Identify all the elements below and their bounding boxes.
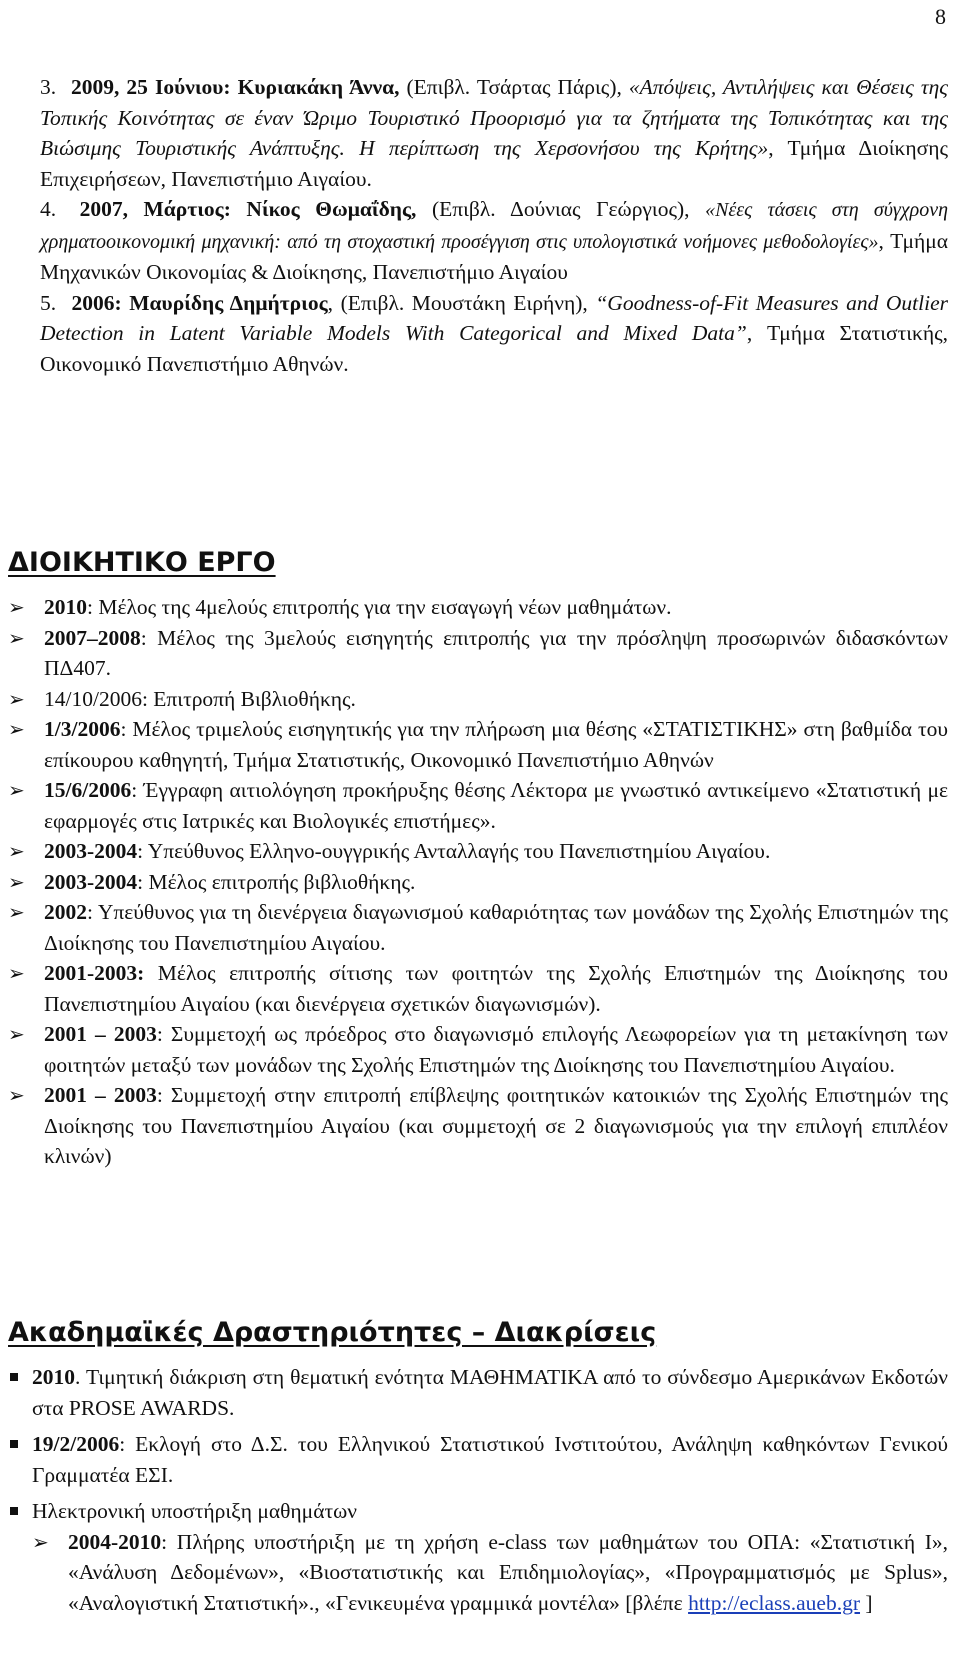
thesis-item <box>40 288 948 380</box>
thesis-student: 2009, 25 Ιούνιου: Κυριακάκη Άννα, <box>71 75 400 99</box>
arrow-bullet-icon: ➢ <box>8 900 25 924</box>
item-text: : Πλήρης υποστήριξη με τη χρήση e-class των μαθημάτων του ΟΠΑ: «Στατιστική Ι», «Ανάλυση Δεδομένων», «Βιοστατιστικής και Επιδημιολογίας», «Προγραμματισμός με Splus», «Αναλογιστική Στατιστική»., «Γενικευμένα γραμμικά μοντέλα» [βλέπε <box>68 1529 948 1615</box>
sub-list <box>32 1527 948 1619</box>
item-date: 1/3/2006 <box>44 717 121 741</box>
item-text: : Μέλος της 4μελούς επιτροπής για την εισαγωγή νέων μαθημάτων. <box>87 595 672 619</box>
item-text: : Μέλος της 3μελούς εισηγητής επιτροπής για την πρόσληψη προσωρινών διδασκόντων ΠΔ407. <box>44 625 948 680</box>
item-date: 15/6/2006 <box>44 778 132 802</box>
thesis-list <box>40 72 948 379</box>
thesis-item <box>40 72 948 194</box>
thesis-title: «Νέες τάσεις στη σύγχρονη χρηματοοικονομική μηχανική: από τη στοχαστική προσέγγιση στις υπολογιστικά νοήμονες μεθοδολογίες» <box>40 199 948 253</box>
arrow-bullet-icon: ➢ <box>8 1022 25 1046</box>
arrow-bullet-icon: ➢ <box>8 869 25 894</box>
arrow-bullet-icon: ➢ <box>8 686 25 711</box>
item-text: : Συμμετοχή στην επιτροπή επίβλεψης φοιτητικών κατοικιών της Σχολής Επιστημών της Διοίκησης του Πανεπιστημίου Αιγαίου (και συμμετοχή σε 2 διαγωνισμούς για την επιλογή επιπλέον κλινών) <box>44 1083 949 1168</box>
academic-list <box>8 1362 948 1624</box>
admin-heading: ΔΙΟΙΚΗΤΙΚΟ ΕΡΓΟ <box>8 547 276 578</box>
item-date: 2004-2010 <box>68 1529 162 1554</box>
item-text: 14/10/2006: Επιτροπή Βιβλιοθήκης. <box>44 686 356 711</box>
thesis-item <box>40 194 948 288</box>
square-bullet-icon <box>10 1440 18 1448</box>
square-bullet-icon <box>10 1507 18 1515</box>
thesis-number: 3. <box>40 75 57 99</box>
item-text: Μέλος επιτροπής σίτισης των φοιτητών της Σχολής Επιστημών της Διοίκησης του Πανεπιστημίου Αιγαίου (και διενέργεια σχετικών διαγωνισμών). <box>44 961 948 1016</box>
list-item <box>8 836 948 867</box>
arrow-bullet-icon: ➢ <box>8 625 25 650</box>
list-item <box>8 1019 948 1080</box>
thesis-department: , Τμήμα Μηχανικών Οικονομίας & Διοίκησης, Πανεπιστήμιο Αιγαίου <box>40 228 949 284</box>
list-item <box>32 1527 948 1619</box>
thesis-department: , Τμήμα Στατιστικής, Οικονομικό Πανεπιστήμιο Αθηνών. <box>40 321 948 376</box>
list-item <box>8 592 948 623</box>
list-item <box>8 867 948 898</box>
list-item <box>8 623 948 684</box>
page-number: 8 <box>935 4 946 29</box>
list-item <box>8 684 948 715</box>
list-item <box>8 1080 948 1172</box>
square-bullet-icon <box>10 1373 18 1381</box>
arrow-bullet-icon: ➢ <box>32 1529 49 1554</box>
list-item <box>8 714 948 775</box>
arrow-bullet-icon: ➢ <box>8 717 25 741</box>
academic-heading: Ακαδημαϊκές Δραστηριότητες – Διακρίσεις <box>8 1317 657 1348</box>
list-item <box>8 1496 948 1618</box>
list-item <box>8 1362 948 1423</box>
thesis-student: 2006: Μαυρίδης Δημήτριος <box>71 290 328 315</box>
arrow-bullet-icon: ➢ <box>8 1083 25 1107</box>
thesis-number: 5. <box>40 290 57 315</box>
thesis-advisor: (Επιβλ. Τσάρτας Πάρις), <box>399 75 629 99</box>
admin-list <box>8 592 948 1172</box>
item-text: . Τιμητική διάκριση στη θεματική ενότητα ΜΑΘΗΜΑΤΙΚΑ από το σύνδεσμο Αμερικάνων Εκδοτών στα PROSE AWARDS. <box>32 1365 948 1420</box>
list-item <box>8 897 948 958</box>
item-date: 19/2/2006 <box>32 1432 120 1456</box>
item-text: : Έγγραφη αιτιολόγηση προκήρυξης θέσης Λέκτορα με γνωστικό αντικείμενο «Στατιστική με εφαρμογές στις Ιατρικές και Βιολογικές επιστήμες». <box>44 778 948 833</box>
arrow-bullet-icon: ➢ <box>8 961 25 985</box>
arrow-bullet-icon: ➢ <box>8 778 25 802</box>
item-text: : Εκλογή στο Δ.Σ. του Ελληνικού Στατιστικού Ινστιτούτου, Ανάληψη καθηκόντων Γενικού Γραμματέα ΕΣΙ. <box>32 1432 948 1487</box>
item-date: 2002 <box>44 900 87 924</box>
list-item <box>8 775 948 836</box>
item-date: 2003-2004 <box>44 869 138 894</box>
item-text: : Συμμετοχή ως πρόεδρος στο διαγωνισμό επιλογής Λεωφορείων για τη μετακίνηση των φοιτητών μεταξύ των μονάδων της Σχολής Επιστημών της Διοίκησης του Πανεπιστημίου Αιγαίου. <box>44 1022 949 1077</box>
thesis-number: 4. <box>40 197 57 221</box>
item-text: : Υπεύθυνος Ελληνο-ουγγρικής Ανταλλαγής του Πανεπιστημίου Αιγαίου. <box>137 839 771 863</box>
list-item <box>8 958 948 1019</box>
item-date: 2001 – 2003 <box>44 1083 157 1107</box>
item-text: : Μέλος τριμελούς εισηγητικής για την πλήρωση μια θέσης «ΣΤΑΤΙΣΤΙΚΗΣ» στη βαθμίδα του επίκουρου καθηγητή, Τμήμα Στατιστικής, Οικονομικό Πανεπιστήμιο Αθηνών <box>44 717 948 772</box>
item-text: : Υπεύθυνος για τη διενέργεια διαγωνισμού καθαριότητας των μονάδων της Σχολής Επιστημών της Διοίκησης του Πανεπιστημίου Αιγαίου. <box>44 900 948 955</box>
item-text-end: ] <box>860 1590 873 1615</box>
thesis-title: «Απόψεις, Αντιλήψεις και Θέσεις της Τοπικής Κοινότητας σε έναν Ώριμο Τουριστικό Προορισμό για τα ζητήματα της Τοπικότητας και της Βιώσιμης Τουριστικής Ανάπτυξης. Η περίπτωση της Χερσονήσου της Κρήτης» <box>40 75 949 160</box>
item-date: 2001-2003: <box>44 961 145 985</box>
item-date: 2010 <box>44 595 87 619</box>
thesis-advisor: , (Επιβλ. Μουστάκη Ειρήνη), <box>327 290 596 315</box>
thesis-student: 2007, Μάρτιος: Νίκος Θωμαΐδης, <box>79 197 417 221</box>
list-item <box>8 1429 948 1490</box>
arrow-bullet-icon: ➢ <box>8 595 25 619</box>
eclass-link[interactable]: http://eclass.aueb.gr <box>688 1590 861 1615</box>
thesis-title: “Goodness-of-Fit Measures and Outlier Detection in Latent Variable Models With Categorical and Mixed Data” <box>40 290 948 345</box>
item-date: 2007–2008 <box>44 625 141 650</box>
item-date: 2001 – 2003 <box>44 1022 157 1046</box>
item-text: : Μέλος επιτροπής βιβλιοθήκης. <box>137 869 416 894</box>
thesis-department: , Τμήμα Διοίκησης Επιχειρήσεων, Πανεπιστήμιο Αιγαίου. <box>40 136 948 191</box>
item-date: 2003-2004 <box>44 839 138 863</box>
item-text: Ηλεκτρονική υποστήριξη μαθημάτων <box>32 1499 357 1523</box>
thesis-advisor: (Επιβλ. Δούνιας Γεώργιος), <box>416 197 706 221</box>
arrow-bullet-icon: ➢ <box>8 839 25 863</box>
item-date: 2010 <box>32 1365 75 1389</box>
